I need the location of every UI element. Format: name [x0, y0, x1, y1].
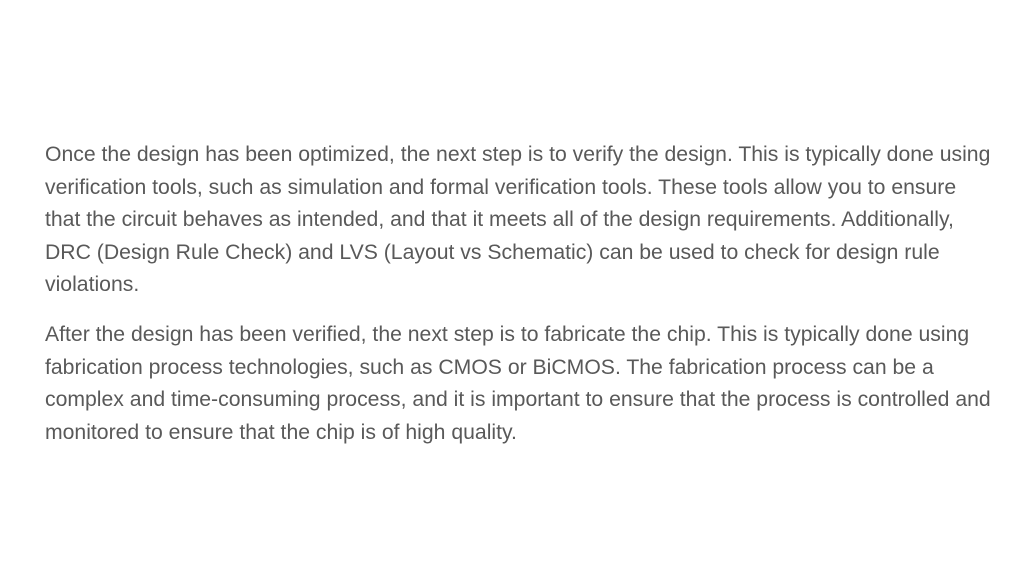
paragraph-verification: Once the design has been optimized, the next step is to verify the design. This is typically done using verification tools, such as simulation and formal verification tools. These tools allow you to ensure that the circuit behaves as intended, and that it meets all of the design requirements. Additionally, DRC (Design Rule Check) and LVS (Layout vs Schematic) can be used to check for design rule violations. — [45, 143, 991, 297]
paragraph-fabrication: After the design has been verified, the next step is to fabricate the chip. This is typically done using fabrication process technologies, such as CMOS or BiCMOS. The fabrication process can be a complex and time-consuming process, and it is important to ensure that the process is controlled and monitored to ensure that the chip is of high quality. — [45, 322, 991, 444]
slide-body — [45, 139, 995, 449]
